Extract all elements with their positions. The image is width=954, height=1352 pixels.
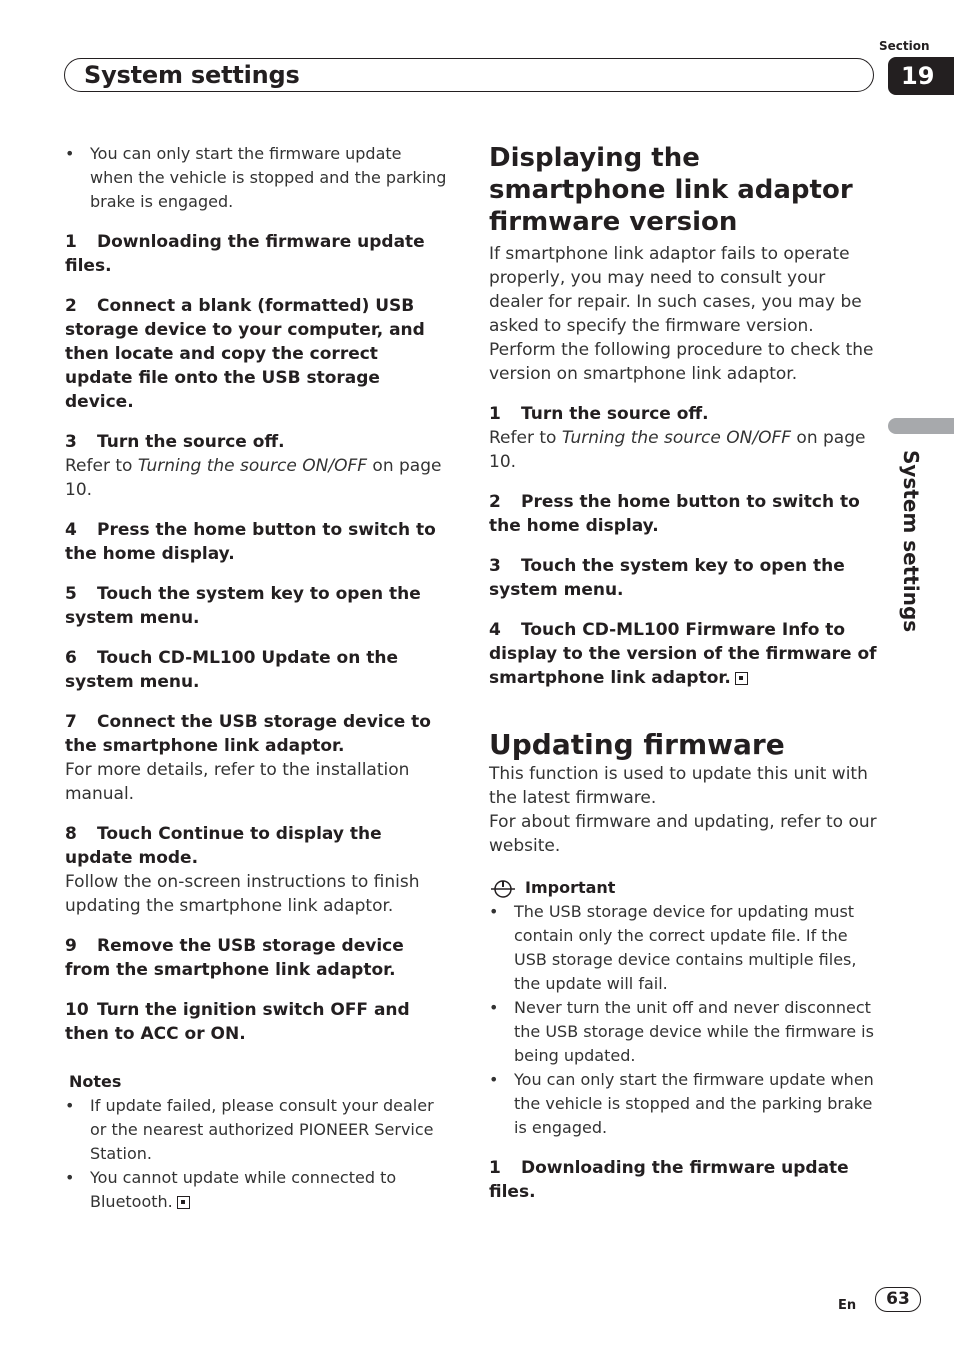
section-label: Section <box>879 39 930 53</box>
note-item: • You cannot update while connected to Bluetooth. <box>65 1166 449 1214</box>
r-step-4: 4 Touch CD-ML100 Firmware Info to display to the version of the firmware of smartphone link adaptor. <box>489 620 877 688</box>
step-6: 6 Touch CD-ML100 Update on the system menu. <box>65 648 398 692</box>
language-label: En <box>838 1298 857 1313</box>
step-7: 7 Connect the USB storage device to the smartphone link adaptor. <box>65 712 431 756</box>
step-3-desc: Refer to Turning the source ON/OFF on page 10. <box>65 456 442 500</box>
step-8: 8 Touch Continue to display the update mode. <box>65 824 382 868</box>
step-2: 2 Connect a blank (formatted) USB storage device to your computer, and then locate and copy the correct update file onto the USB storage device. <box>65 296 425 412</box>
step-8-desc: Follow the on-screen instructions to finish updating the smartphone link adaptor. <box>65 872 420 916</box>
important-heading: Important <box>489 876 877 900</box>
side-tab-label: System settings <box>899 450 923 633</box>
update-para-1: This function is used to update this unit with the latest firmware. <box>489 764 868 808</box>
side-tab-marker <box>888 418 954 434</box>
step-5: 5 Touch the system key to open the system menu. <box>65 584 421 628</box>
step-9: 9 Remove the USB storage device from the smartphone link adaptor. <box>65 936 404 980</box>
intro-bullet: • You can only start the firmware update when the vehicle is stopped and the parking brake is engaged. <box>65 142 449 214</box>
notes-heading: Notes <box>69 1072 122 1091</box>
step-3: 3 Turn the source off. <box>65 432 285 452</box>
end-mark-icon <box>735 672 748 685</box>
important-item: • Never turn the unit off and never disconnect the USB storage device while the firmware is being updated. <box>489 996 877 1068</box>
section-number: 19 <box>888 57 954 95</box>
update-para-2: For about firmware and updating, refer to our website. <box>489 812 877 856</box>
r-step-2: 2 Press the home button to switch to the home display. <box>489 492 860 536</box>
step-4: 4 Press the home button to switch to the home display. <box>65 520 436 564</box>
header-title: System settings <box>84 61 300 89</box>
r-step-3: 3 Touch the system key to open the system menu. <box>489 556 845 600</box>
right-column <box>489 142 877 1204</box>
note-item: • If update failed, please consult your dealer or the nearest authorized PIONEER Service Station. <box>65 1094 449 1166</box>
r-step-1: 1 Turn the source off. <box>489 404 709 424</box>
important-item: • The USB storage device for updating must contain only the correct update file. If the USB storage device contains multiple files, the update will fail. <box>489 900 877 996</box>
important-icon <box>489 878 519 898</box>
r-step-1-desc: Refer to Turning the source ON/OFF on page 10. <box>489 428 866 472</box>
left-column <box>65 142 449 1214</box>
important-item: • You can only start the firmware update when the vehicle is stopped and the parking brake is engaged. <box>489 1068 877 1140</box>
version-intro: If smartphone link adaptor fails to operate properly, you may need to consult your dealer for repair. In such cases, you may be asked to specify the firmware version. Perform the following procedure to check the version on smartphone link adaptor. <box>489 244 874 384</box>
section-heading-version: Displaying the smartphone link adaptor firmware version <box>489 143 853 237</box>
page-number: 63 <box>875 1287 921 1312</box>
step-10: 10 Turn the ignition switch OFF and then to ACC or ON. <box>65 1000 410 1044</box>
section-heading-update: Updating firmware <box>489 728 785 761</box>
end-mark-icon <box>177 1196 190 1209</box>
step-7-desc: For more details, refer to the installation manual. <box>65 760 410 804</box>
r-update-step-1: 1 Downloading the firmware update files. <box>489 1158 849 1202</box>
step-1: 1 Downloading the firmware update files. <box>65 232 425 276</box>
